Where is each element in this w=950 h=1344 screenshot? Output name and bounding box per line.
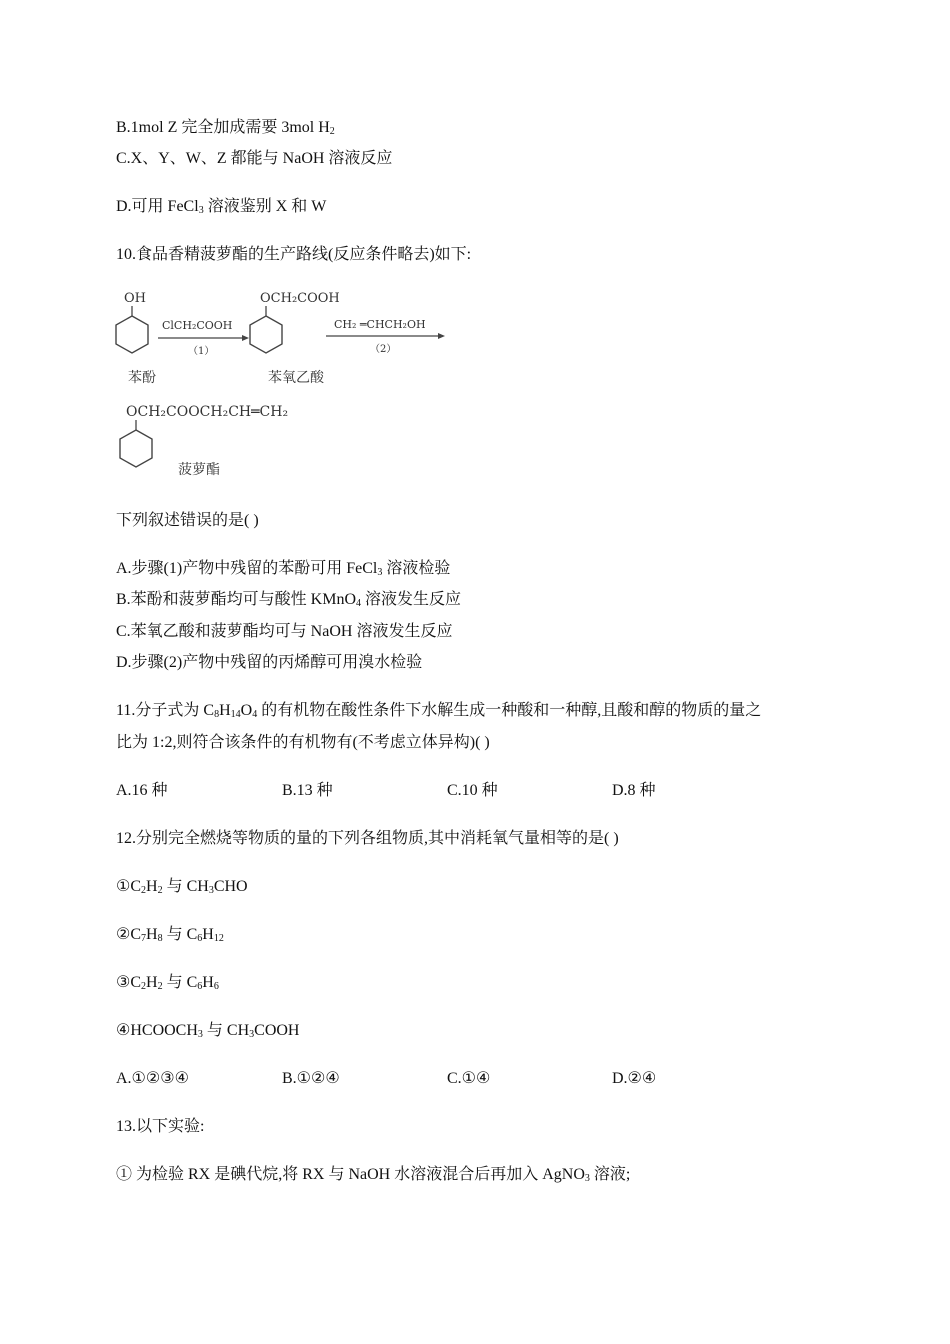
q10-option-a: A.步骤(1)产物中残留的苯酚可用 FeCl$_3$ 溶液检验 — [116, 560, 451, 578]
reaction-scheme-diagram — [112, 286, 452, 482]
q11-option-d: D.8 种 — [612, 782, 656, 799]
q10-option-b: B.苯酚和菠萝酯均可与酸性 KMnO$_4$ 溶液发生反应 — [116, 591, 462, 609]
q10-stem: 10.食品香精菠萝酯的生产路线(反应条件略去)如下: — [116, 246, 472, 263]
step-1-label: （1） — [188, 346, 215, 357]
q9-option-c: C.X、Y、W、Z 都能与 NaOH 溶液反应 — [116, 150, 393, 167]
q12-item-2: $②C_7H_8$ 与 $C_6H_{12}$ — [116, 926, 224, 944]
q12-item-4: $④HCOOCH_3$ 与 $CH_3COOH$ — [116, 1022, 300, 1040]
q12-option-d: D.②④ — [612, 1070, 657, 1087]
q11-stem-line-1: 11.分子式为 $C_8H_{14}O_4$ 的有机物在酸性条件下水解生成一种酸和一种醇,且酸和醇的物质的量之 — [116, 702, 762, 720]
q11-stem-line-2: 比为 1:2,则符合该条件的有机物有(不考虑立体异构)( ) — [116, 734, 490, 751]
arrow-2-head — [438, 333, 445, 339]
ester-benzene-ring — [120, 430, 152, 467]
q9-option-b: B.1mol Z 完全加成需要 3mol $H_2$ — [116, 119, 335, 137]
q12-item-1: $①C_2H_2$ 与 $CH_3CHO$ — [116, 878, 248, 896]
q12-option-c: C.①④ — [447, 1070, 491, 1087]
q13-stem: 13.以下实验: — [116, 1118, 205, 1135]
phenol-oh-label: OH — [124, 291, 146, 306]
q12-option-b: B.①②④ — [282, 1070, 340, 1087]
q11-option-c: C.10 种 — [447, 782, 498, 799]
q13-item-1: ① 为检验 RX 是碘代烷,将 RX 与 NaOH 水溶液混合后再加入 AgNO$_3$ 溶液; — [116, 1166, 631, 1184]
reagent-1-label: ClCH₂COOH — [162, 319, 233, 332]
q10-option-c: C.苯氧乙酸和菠萝酯均可与 NaOH 溶液发生反应 — [116, 623, 453, 640]
acid-name-label: 苯氧乙酸 — [268, 370, 324, 386]
q12-option-a: A.①②③④ — [116, 1070, 189, 1087]
q10-option-d: D.步骤(2)产物中残留的丙烯醇可用溴水检验 — [116, 654, 423, 671]
acid-substituent-label: OCH₂COOH — [260, 291, 340, 306]
ester-substituent-label: OCH₂COOCH₂CH═CH₂ — [126, 404, 289, 420]
acid-benzene-ring — [250, 316, 282, 353]
step-2-label: （2） — [370, 344, 397, 355]
q12-item-3: $③C_2H_2$ 与 $C_6H_6$ — [116, 974, 219, 992]
q9-option-d: D.可用 FeCl$_3$ 溶液鉴别 X 和 W — [116, 198, 327, 216]
phenol-benzene-ring — [116, 316, 148, 353]
q12-stem: 12.分别完全燃烧等物质的量的下列各组物质,其中消耗氧气量相等的是( ) — [116, 830, 619, 847]
q11-option-b: B.13 种 — [282, 782, 333, 799]
q11-option-a: A.16 种 — [116, 782, 168, 799]
ester-name-label: 菠萝酯 — [178, 462, 220, 478]
reagent-2-label: CH₂ ═CHCH₂OH — [334, 318, 426, 331]
q10-ask: 下列叙述错误的是( ) — [116, 512, 259, 529]
arrow-1-head — [242, 335, 249, 341]
phenol-name-label: 苯酚 — [128, 370, 156, 386]
